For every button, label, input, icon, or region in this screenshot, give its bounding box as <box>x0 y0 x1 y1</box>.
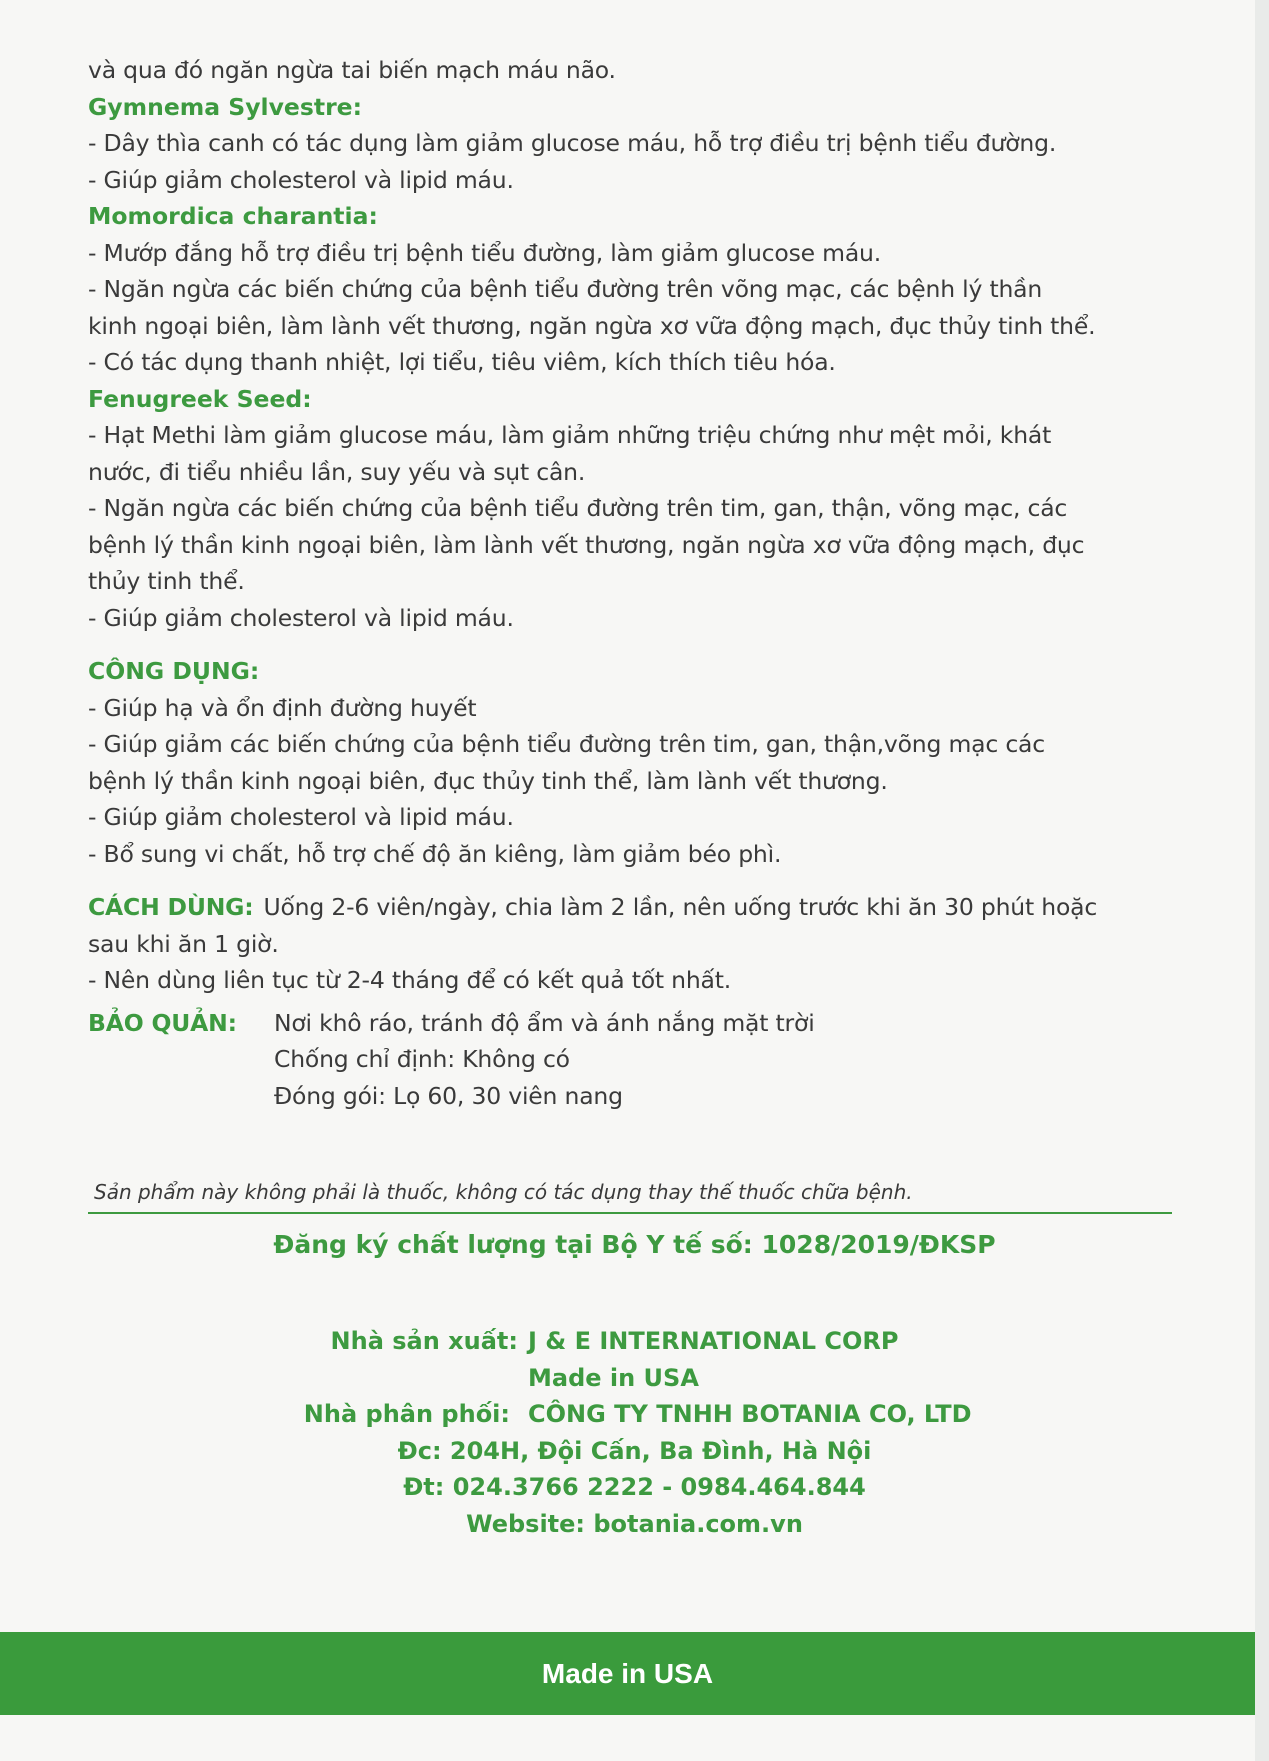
distributor-label: Nhà phân phối: <box>303 1400 510 1428</box>
ingredient-title-gymnema: Gymnema Sylvestre: <box>88 92 362 121</box>
ingredient-line: - Giúp giảm cholesterol và lipid máu. <box>88 603 514 632</box>
distributor-name: CÔNG TY TNHH BOTANIA CO, LTD <box>528 1400 972 1428</box>
section-title-cach-dung: CÁCH DÙNG: <box>88 893 254 921</box>
cong-dung-line: - Giúp giảm các biến chứng của bệnh tiểu đường trên tim, gan, thận,võng mạc các <box>88 730 1045 758</box>
cong-dung-line: - Giúp giảm cholesterol và lipid máu. <box>88 803 514 831</box>
main-content <box>88 52 1178 1114</box>
ingredient-line: - Dây thìa canh có tác dụng làm giảm glucose máu, hỗ trợ điều trị bệnh tiểu đường. <box>88 129 1057 157</box>
website: Website: botania.com.vn <box>466 1509 803 1538</box>
address-row <box>0 1433 1269 1470</box>
footer-text: Made in USA <box>541 1657 714 1689</box>
spacer <box>88 636 1178 653</box>
ingredient-line: thủy tinh thể. <box>88 567 245 595</box>
cach-dung-row <box>88 889 1178 926</box>
cach-dung-line3: - Nên dùng liên tục từ 2-4 tháng để có kết quả tốt nhất. <box>88 966 732 994</box>
dong-goi: Đóng gói: Lọ 60, 30 viên nang <box>274 1081 623 1110</box>
intro-line: và qua đó ngăn ngừa tai biến mạch máu não. <box>88 56 616 84</box>
disclaimer-text: Sản phẩm này không phải là thuốc, không có tác dụng thay thế thuốc chữa bệnh. <box>94 1180 913 1204</box>
phone: Đt: 024.3766 2222 - 0984.464.844 <box>403 1473 866 1501</box>
ingredient-line: - Có tác dụng thanh nhiệt, lợi tiểu, tiêu viêm, kích thích tiêu hóa. <box>88 348 836 376</box>
bao-quan-row <box>88 1005 1178 1042</box>
cong-dung-line: bệnh lý thần kinh ngoại biên, đục thủy tinh thể, làm lành vết thương. <box>88 766 888 795</box>
section-title-bao-quan: BẢO QUẢN: <box>88 1008 237 1037</box>
company-info <box>0 1323 1269 1542</box>
footer-bar <box>0 1632 1255 1715</box>
section-title-cong-dung: CÔNG DỤNG: <box>88 657 260 685</box>
cong-dung-line: - Giúp hạ và ổn định đường huyết <box>88 693 477 722</box>
ingredient-line: - Mướp đắng hỗ trợ điều trị bệnh tiểu đường, làm giảm glucose máu. <box>88 238 881 267</box>
ingredient-line: nước, đi tiểu nhiều lần, suy yếu và sụt cân. <box>88 457 586 486</box>
manufacturer-row <box>0 1323 1269 1360</box>
manufacturer-label: Nhà sản xuất: <box>330 1327 518 1355</box>
manufacturer-name: J & E INTERNATIONAL CORP <box>528 1327 899 1355</box>
ingredient-title-fenugreek: Fenugreek Seed: <box>88 384 312 413</box>
spacer <box>88 872 1178 889</box>
cach-dung-text: Uống 2-6 viên/ngày, chia làm 2 lần, nên uống trước khi ăn 30 phút hoặc <box>263 893 1098 921</box>
ingredient-title-momordica: Momordica charantia: <box>88 202 378 230</box>
ingredient-line: - Hạt Methi làm giảm glucose máu, làm giảm những triệu chứng như mệt mỏi, khát <box>88 421 1052 449</box>
made-in: Made in USA <box>528 1363 699 1392</box>
made-in-row <box>0 1360 1269 1397</box>
distributor-row <box>0 1396 1269 1433</box>
bao-quan-text: Nơi khô ráo, tránh độ ẩm và ánh nắng mặt trời <box>274 1008 815 1037</box>
cong-dung-line: - Bổ sung vi chất, hỗ trợ chế độ ăn kiêng, làm giảm béo phì. <box>88 839 782 868</box>
ingredient-line: kinh ngoại biên, làm lành vết thương, ngăn ngừa xơ vữa động mạch, đục thủy tinh thể. <box>88 311 1096 340</box>
divider-line <box>88 1212 1172 1214</box>
chong-chi-dinh: Chống chỉ định: Không có <box>274 1045 570 1073</box>
phone-row <box>0 1469 1269 1506</box>
ingredient-line: - Giúp giảm cholesterol và lipid máu. <box>88 165 514 194</box>
website-row <box>0 1506 1269 1543</box>
address: Đc: 204H, Đội Cấn, Ba Đình, Hà Nội <box>397 1436 872 1465</box>
registration-number: Đăng ký chất lượng tại Bộ Y tế số: 1028/2019/ĐKSP <box>273 1230 996 1259</box>
ingredient-line: bệnh lý thần kinh ngoại biên, làm lành vết thương, ngăn ngừa xơ vữa động mạch, đục <box>88 530 1085 559</box>
ingredient-line: - Ngăn ngừa các biến chứng của bệnh tiểu đường trên võng mạc, các bệnh lý thần <box>88 275 1043 303</box>
ingredient-line: - Ngăn ngừa các biến chứng của bệnh tiểu đường trên tim, gan, thận, võng mạc, các <box>88 494 1068 522</box>
cach-dung-line2: sau khi ăn 1 giờ. <box>88 929 279 958</box>
